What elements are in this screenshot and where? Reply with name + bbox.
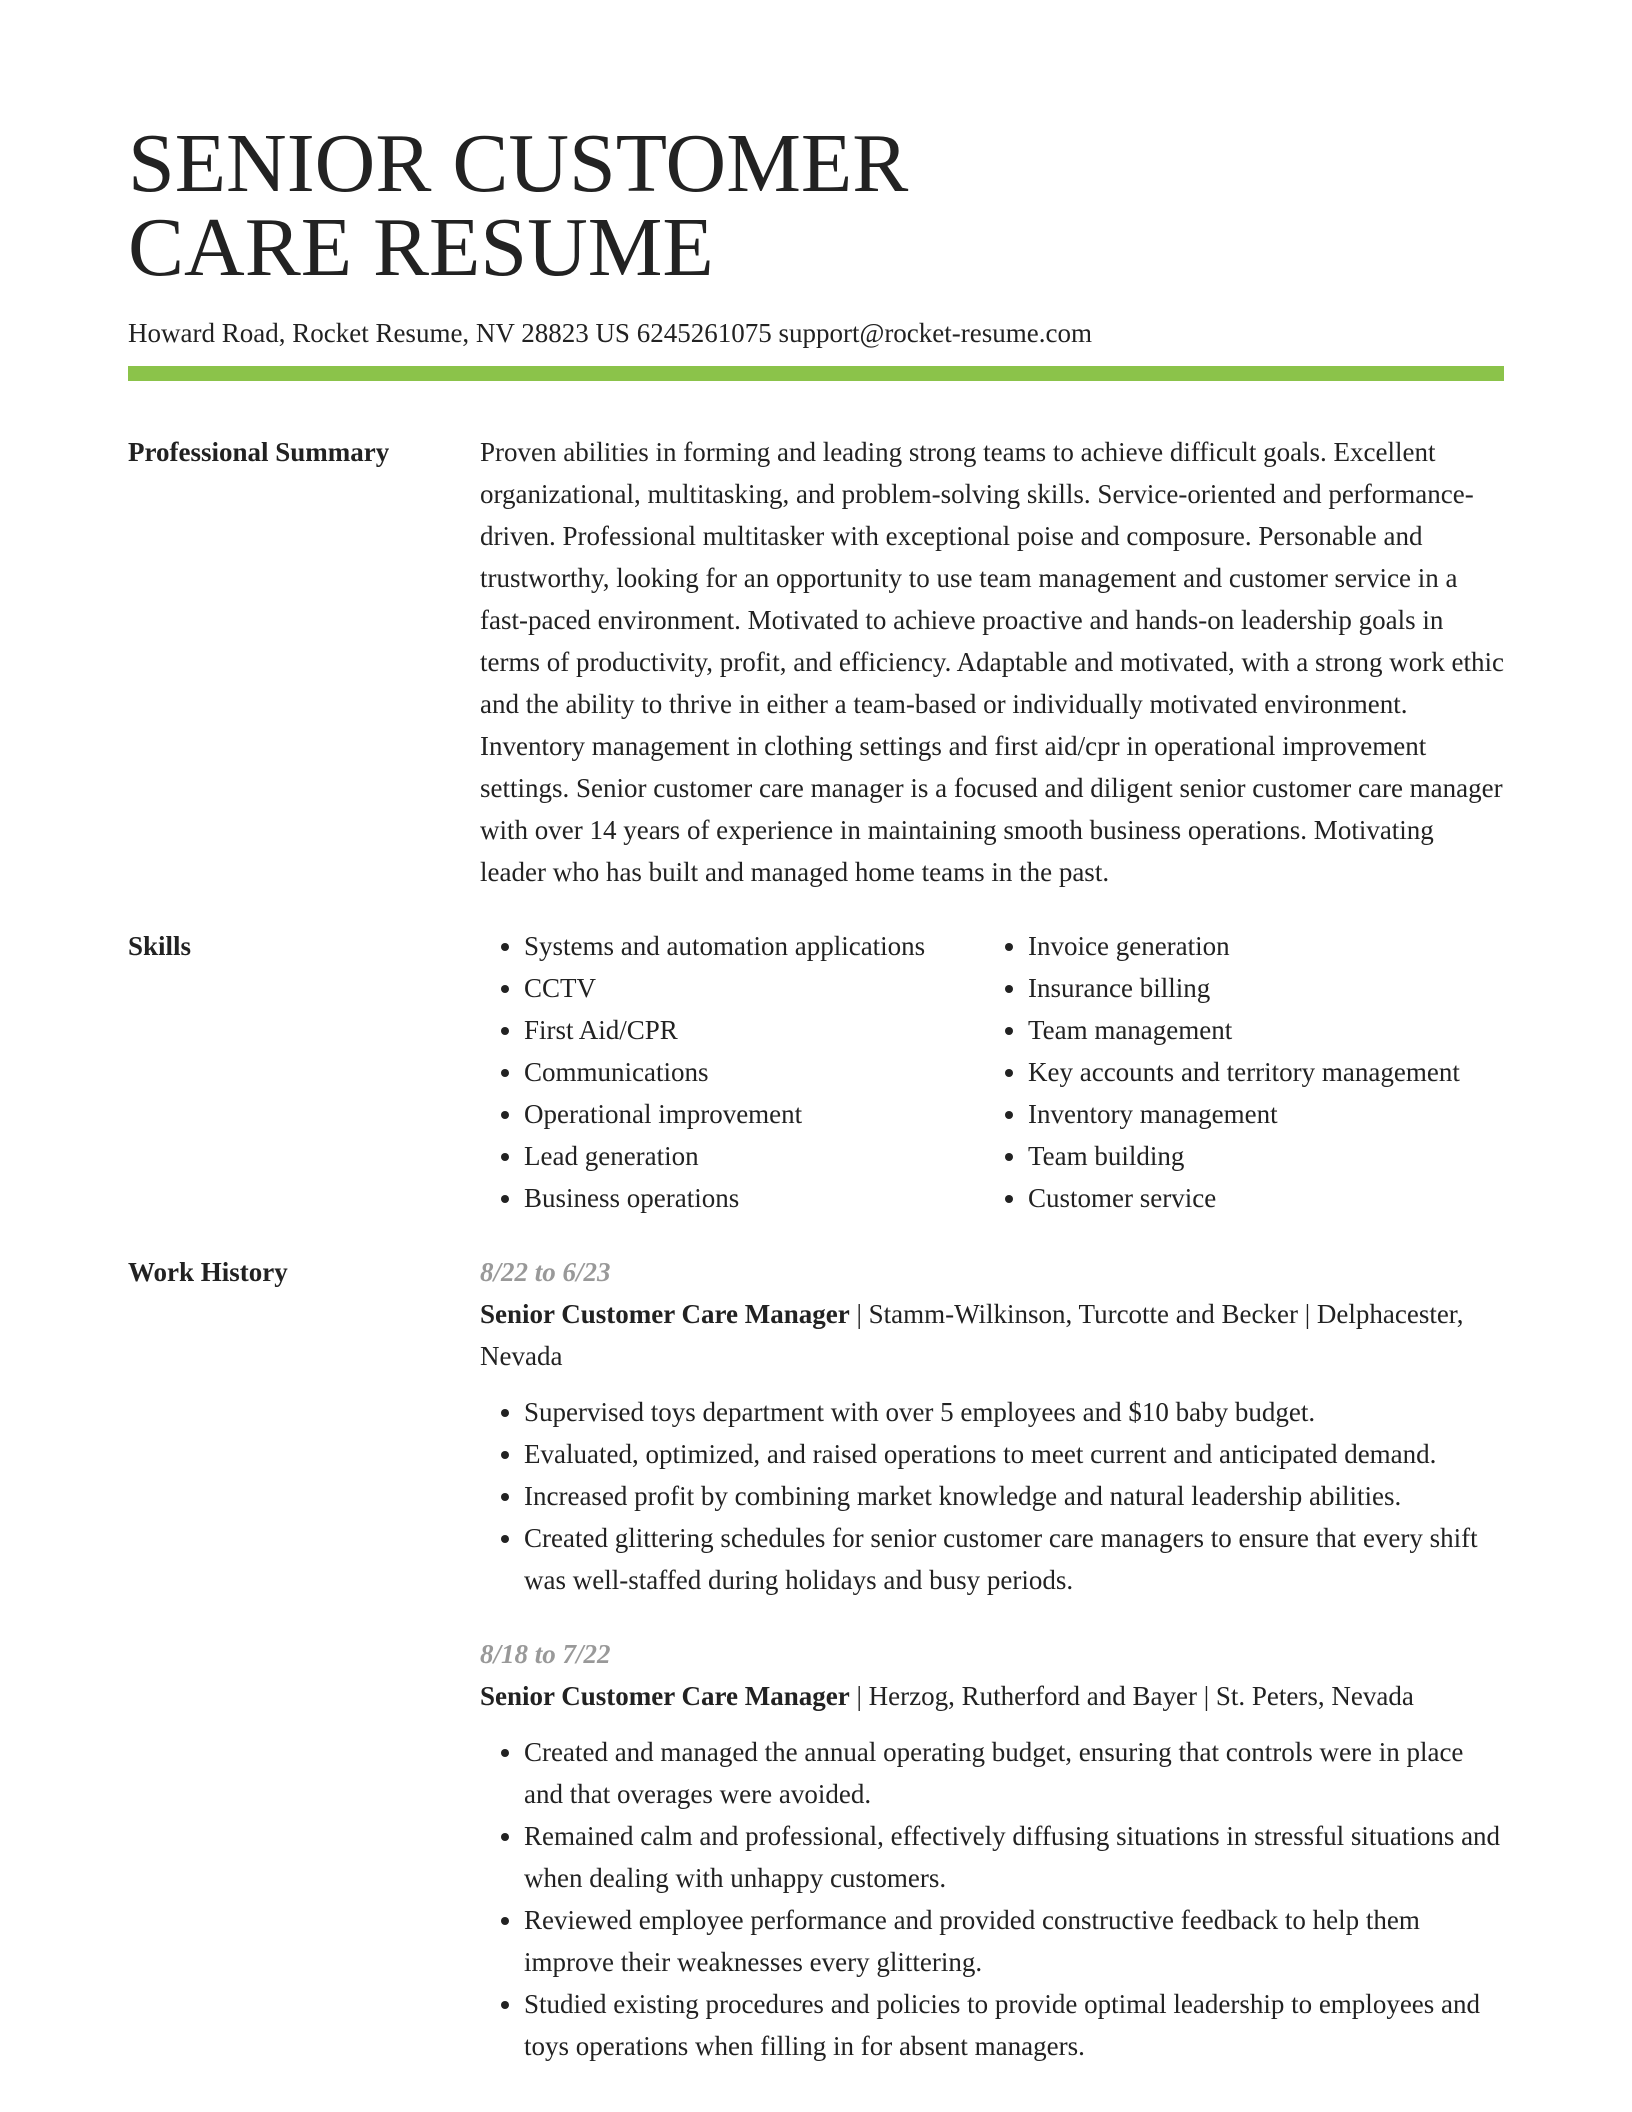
skill-item: • Insurance billing (1028, 967, 1488, 1009)
skill-item: • Lead generation (524, 1135, 984, 1177)
section-label-work-history: Work History (128, 1257, 288, 1287)
work-history-section (128, 1251, 1504, 2067)
job-header (480, 1293, 1504, 1377)
job-employer-location: | Stamm-Wilkinson, Turcotte and Becker | Delphacester, Nevada (480, 1299, 1464, 1371)
skill-item: • Invoice generation (1028, 925, 1488, 967)
skill-item: • First Aid/CPR (524, 1009, 984, 1051)
job-bullets (480, 1391, 1504, 1601)
skill-item: • Team management (1028, 1009, 1488, 1051)
job-dates: 8/18 to 7/22 (480, 1639, 611, 1669)
skill-item: • Business operations (524, 1177, 984, 1219)
job-entry (480, 1633, 1504, 2067)
job-bullet: • Created and managed the annual operating budget, ensuring that controls were in place and that overages were avoided. (524, 1731, 1504, 1815)
resume-page (128, 117, 1504, 2067)
job-bullet: • Reviewed employee performance and provided constructive feedback to help them improve their weaknesses every glittering. (524, 1899, 1504, 1983)
resume-title-line-1: SENIOR CUSTOMER (128, 117, 909, 210)
job-bullet: • Increased profit by combining market knowledge and natural leadership abilities. (524, 1475, 1504, 1517)
skills-list-right (984, 925, 1488, 1219)
accent-divider (128, 366, 1504, 381)
job-bullet: • Supervised toys department with over 5 employees and $10 baby budget. (524, 1391, 1504, 1433)
skill-item: • Systems and automation applications (524, 925, 984, 967)
job-entry (480, 1251, 1504, 1601)
section-label-professional-summary: Professional Summary (128, 437, 390, 467)
professional-summary-text: Proven abilities in forming and leading strong teams to achieve difficult goals. Excellent organizational, multitasking, and problem-solving skills. Service-oriented and performance-driven. Professional multitasker with exceptional poise and composure. Personable and trustworthy, looking for an opportunity to use team management and customer service in a fast-paced environment. Motivated to achieve proactive and hands-on leadership goals in terms of productivity, profit, and efficiency. Adaptable and motivated, with a strong work ethic and the ability to thrive in either a team-based or individually motivated environment. Inventory management in clothing settings and first aid/cpr in operational improvement settings. Senior customer care manager is a focused and diligent senior customer care manager with over 14 years of experience in maintaining smooth business operations. Motivating leader who has built and managed home teams in the past. (480, 437, 1504, 887)
job-bullet: • Studied existing procedures and policies to provide optimal leadership to employees and toys operations when filling in for absent managers. (524, 1983, 1504, 2067)
skill-item: • CCTV (524, 967, 984, 1009)
resume-title (128, 117, 1504, 294)
skills-columns (480, 925, 1504, 1219)
skill-item: • Communications (524, 1051, 984, 1093)
resume-title-line-2: CARE RESUME (128, 201, 714, 294)
job-bullet: • Created glittering schedules for senior customer care managers to ensure that every shift was well-staffed during holidays and busy periods. (524, 1517, 1504, 1601)
job-title: Senior Customer Care Manager (480, 1681, 850, 1711)
professional-summary-body (480, 431, 1504, 893)
skill-item: • Customer service (1028, 1177, 1488, 1219)
section-label-skills: Skills (128, 931, 192, 961)
job-bullet: • Remained calm and professional, effectively diffusing situations in stressful situations and when dealing with unhappy customers. (524, 1815, 1504, 1899)
work-history-body (480, 1251, 1504, 2067)
skill-item: • Inventory management (1028, 1093, 1488, 1135)
skills-body (480, 925, 1504, 1219)
job-title: Senior Customer Care Manager (480, 1299, 850, 1329)
skills-section (128, 925, 1504, 1219)
job-employer-location: | Herzog, Rutherford and Bayer | St. Peters, Nevada (849, 1681, 1414, 1711)
job-bullets (480, 1731, 1504, 2067)
skill-item: • Team building (1028, 1135, 1488, 1177)
skill-item: • Operational improvement (524, 1093, 984, 1135)
skills-list-left (480, 925, 984, 1219)
job-dates: 8/22 to 6/23 (480, 1257, 611, 1287)
job-header (480, 1675, 1504, 1717)
contact-line: Howard Road, Rocket Resume, NV 28823 US 6245261075 support@rocket-resume.com (128, 318, 1092, 348)
job-bullet: • Evaluated, optimized, and raised operations to meet current and anticipated demand. (524, 1433, 1504, 1475)
professional-summary-section (128, 431, 1504, 893)
skill-item: • Key accounts and territory management (1028, 1051, 1488, 1093)
